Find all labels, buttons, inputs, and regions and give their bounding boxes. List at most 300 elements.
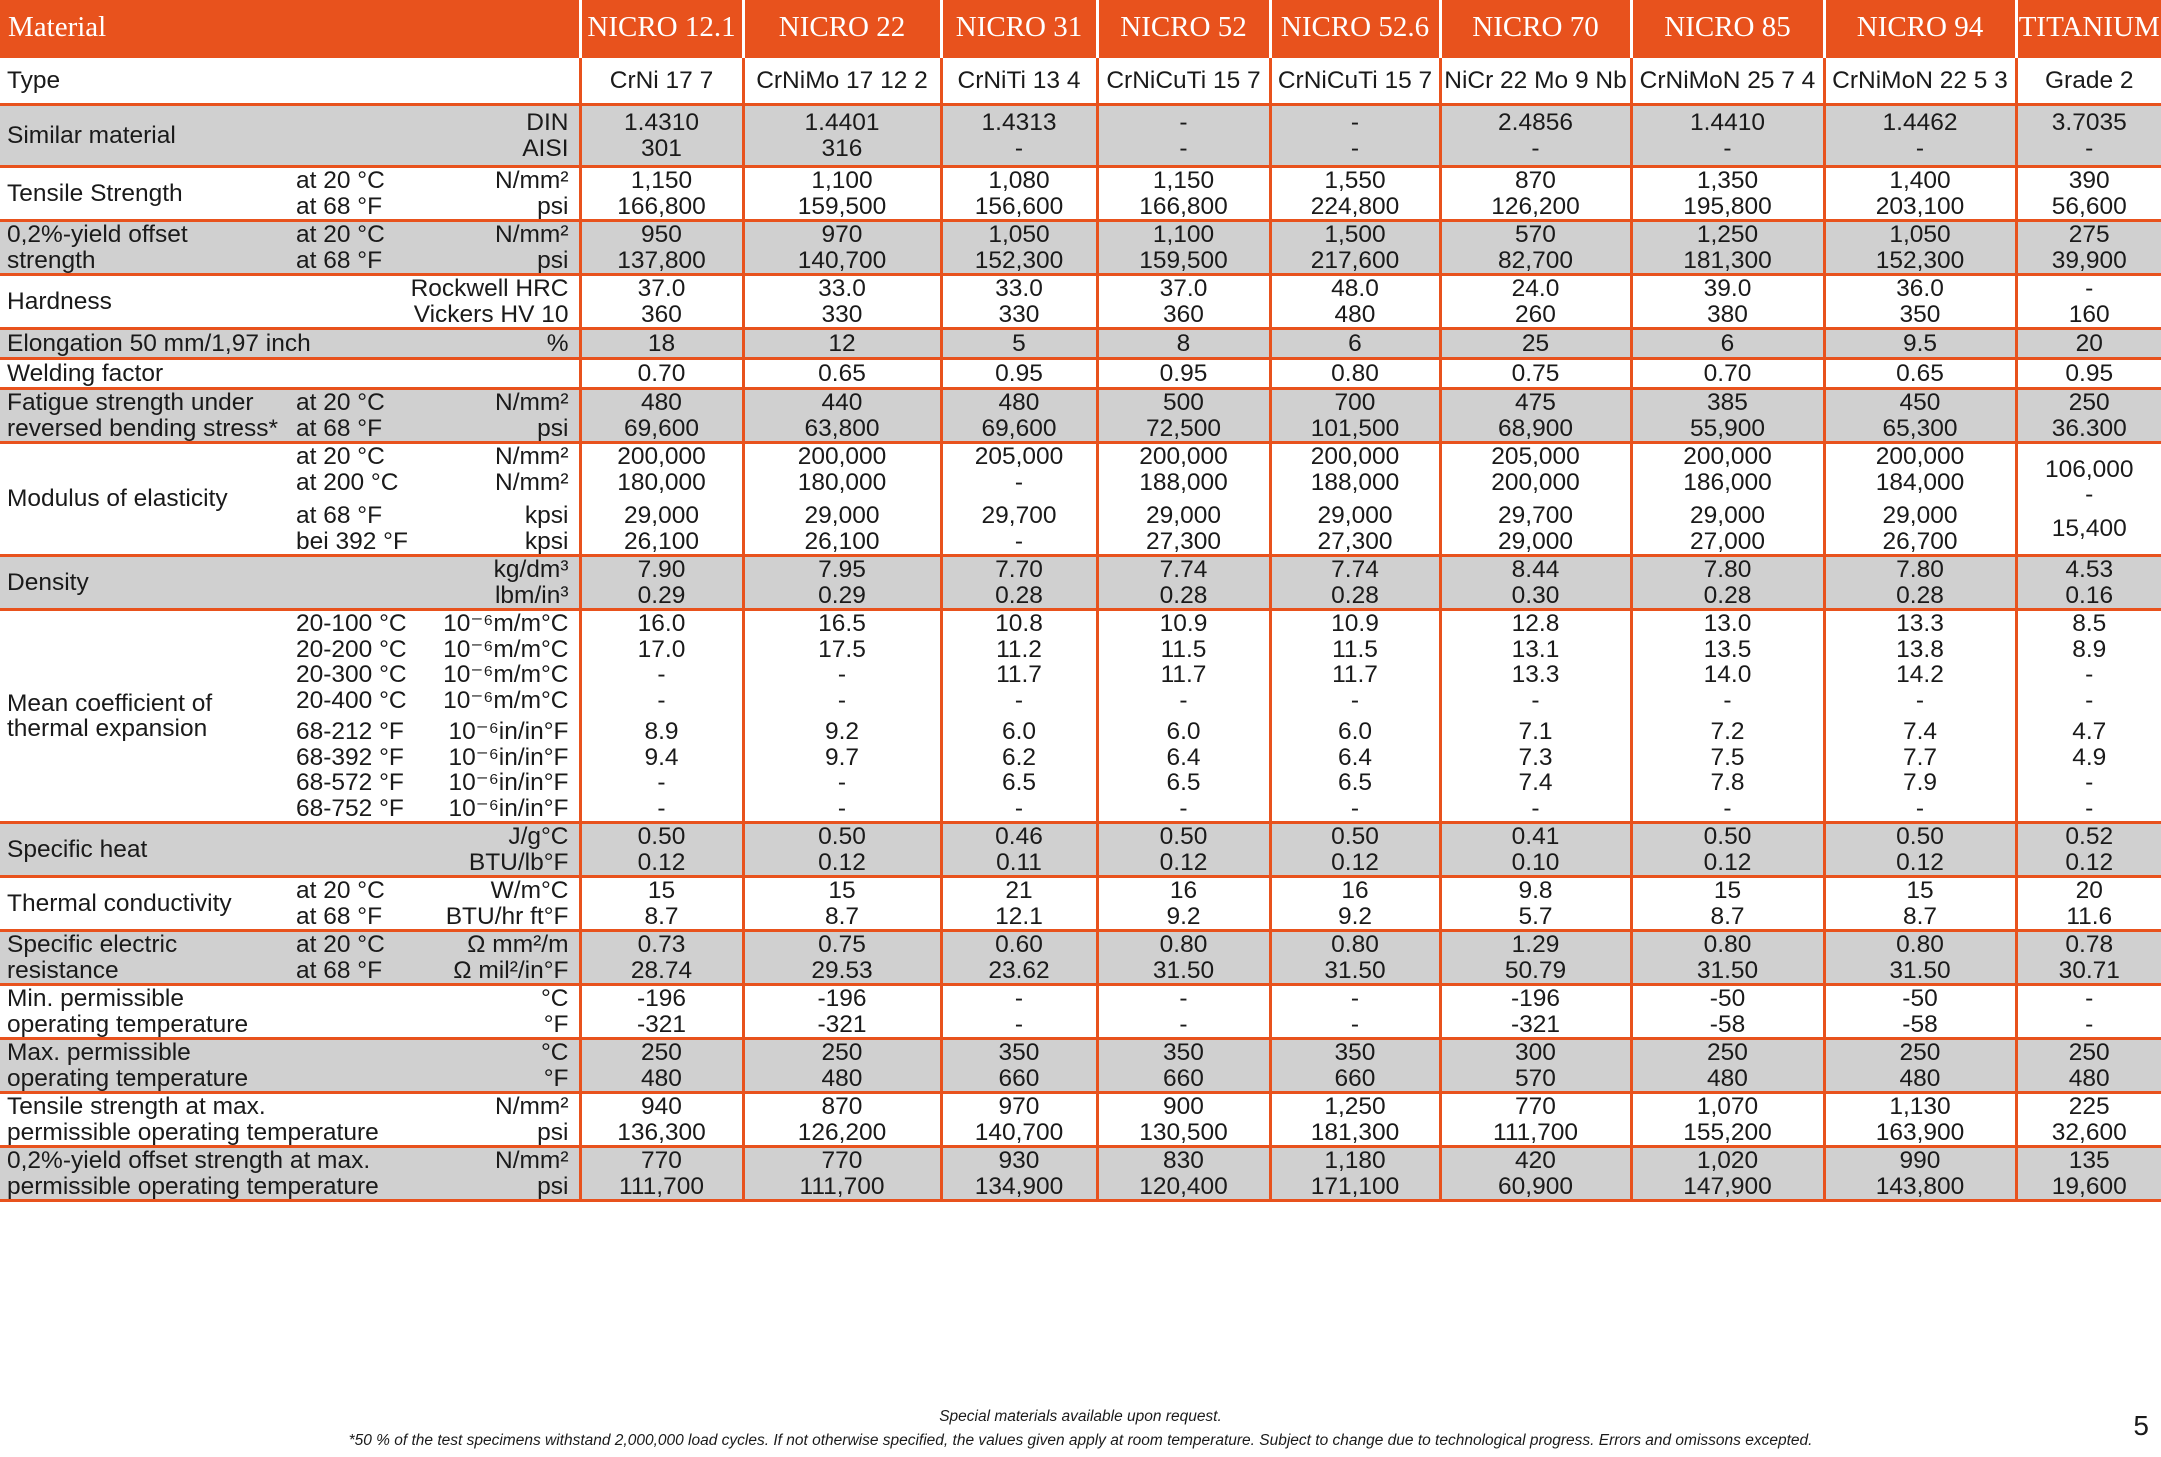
cell-value: 10.9 (1159, 610, 1208, 637)
value-cell (1631, 221, 1824, 275)
value-cell (1270, 931, 1440, 985)
cell-value: 360 (1163, 300, 1204, 328)
cell-value: -58 (1902, 1010, 1938, 1038)
cell-value: - (1179, 985, 1188, 1012)
row-label-cell (0, 359, 580, 389)
cell-value: - (1350, 985, 1360, 1012)
row-unit: N/mm² (495, 221, 569, 248)
cell-value: 9.2 (1166, 902, 1201, 930)
cell-value: 29,000 (1498, 527, 1573, 555)
value-cell (1824, 389, 2016, 443)
cell-value: -321 (1510, 1010, 1561, 1038)
value-cell (1097, 985, 1270, 1039)
row-unit: N/mm² (495, 167, 569, 194)
cell-value: 7.9 (1902, 769, 1938, 796)
value-cell (1824, 1093, 2016, 1147)
row-unit: N/mm² (495, 1147, 569, 1174)
cell-value: 65,300 (1882, 414, 1958, 442)
cell-value: 184,000 (1875, 468, 1965, 496)
cell-value: 171,100 (1310, 1172, 1400, 1200)
row-label: operating temperature (7, 1010, 249, 1038)
value-cell (1631, 275, 1824, 329)
cell-value: 1,050 (1889, 221, 1951, 248)
cell-value: 0.73 (637, 931, 686, 958)
value-cell (1097, 105, 1270, 167)
value-cell (1270, 443, 1440, 556)
cell-value: - (1531, 686, 1540, 714)
value-cell (941, 877, 1097, 931)
cell-value: 1,020 (1696, 1147, 1759, 1174)
cell-value: 0.50 (637, 823, 686, 850)
cell-value: 29,000 (1690, 502, 1765, 529)
cell-value: - (837, 686, 847, 714)
value-cell (1631, 1147, 1824, 1201)
cell-value: 0.95 (1159, 359, 1208, 387)
row-condition: bei 392 °F (296, 527, 408, 555)
value-cell (580, 389, 743, 443)
cell-value: 0.12 (1703, 848, 1752, 876)
row-label: Type (7, 66, 61, 94)
cell-value: 0.80 (1331, 359, 1379, 387)
cell-value: 480 (641, 1064, 682, 1092)
cell-value: - (1179, 686, 1188, 714)
row-label: Welding factor (7, 359, 164, 387)
cell-value: - (2085, 686, 2094, 714)
row-unit: 10⁻⁶in/in°F (448, 794, 569, 822)
row-label: Elongation 50 mm/1,97 inch (7, 329, 311, 357)
cell-value: 6.4 (1166, 743, 1201, 771)
cell-value: 1,100 (1152, 221, 1215, 248)
cell-value: 11.7 (996, 661, 1042, 688)
cell-value: 660 (1334, 1064, 1376, 1092)
value-cell (1270, 359, 1440, 389)
cell-value: 13.5 (1703, 635, 1752, 663)
value-cell (1631, 823, 1824, 877)
row-unit: °C (541, 985, 569, 1012)
cell-value: 385 (1707, 389, 1748, 416)
value-cell (1824, 167, 2016, 221)
value-cell (941, 823, 1097, 877)
cell-value: 39,900 (2051, 246, 2127, 274)
row-condition: at 20 °C (296, 389, 385, 416)
value-cell (1270, 1147, 1440, 1201)
row-condition: at 68 °F (296, 414, 383, 442)
cell-value: 29,700 (1498, 502, 1573, 529)
cell-value: 137,800 (617, 246, 706, 274)
cell-value: 16.0 (637, 610, 686, 637)
cell-value: 155,200 (1683, 1118, 1772, 1146)
cell-value: 0.12 (1331, 848, 1379, 876)
row-label-cell (0, 1147, 580, 1201)
cell-value: 5.7 (1518, 902, 1553, 930)
cell-value: 13.3 (1896, 610, 1944, 637)
cell-value: - (657, 794, 666, 822)
table-row (0, 443, 2161, 556)
cell-value: 29,000 (1146, 502, 1221, 529)
cell-value: 9.7 (824, 743, 860, 771)
value-cell (1440, 359, 1631, 389)
cell-value: 12.1 (995, 902, 1043, 930)
cell-value: - (657, 661, 666, 688)
value-cell (2016, 105, 2161, 167)
cell-value: - (1350, 134, 1360, 162)
cell-value: 166,800 (617, 192, 706, 220)
cell-value: 0.70 (1703, 359, 1752, 387)
cell-value: 31.50 (1889, 956, 1951, 984)
cell-value: 250 (2068, 1039, 2110, 1066)
type-value-cell: CrNiMo 17 12 2 (743, 57, 941, 105)
cell-value: 0.95 (2065, 359, 2114, 387)
cell-value: 188,000 (1139, 468, 1228, 496)
value-cell (580, 823, 743, 877)
cell-value: 1,500 (1324, 221, 1386, 248)
cell-value: - (1915, 134, 1925, 162)
cell-value: 6.5 (1337, 769, 1373, 796)
row-label: operating temperature (7, 1064, 249, 1092)
row-label-cell (0, 556, 580, 610)
value-cell (1097, 167, 1270, 221)
value-cell (1824, 275, 2016, 329)
cell-value: - (2085, 769, 2094, 796)
cell-value: 10.8 (995, 610, 1043, 637)
value-cell (1270, 167, 1440, 221)
row-condition: 20-100 °C (296, 610, 407, 637)
row-label: Tensile Strength (7, 179, 183, 207)
value-cell (1440, 610, 1631, 823)
value-cell (1824, 105, 2016, 167)
row-unit: psi (537, 1118, 569, 1146)
value-cell (580, 105, 743, 167)
value-cell (1631, 167, 1824, 221)
value-cell (1097, 877, 1270, 931)
row-label: 0,2%-yield offset strength at max. (7, 1147, 371, 1174)
row-unit: psi (537, 414, 569, 442)
table-row (0, 275, 2161, 329)
cell-value: 200,000 (1491, 468, 1580, 496)
value-cell (1440, 985, 1631, 1039)
cell-value: 660 (998, 1064, 1040, 1092)
cell-value: 224,800 (1310, 192, 1400, 220)
value-cell (1440, 167, 1631, 221)
cell-value: 450 (1899, 389, 1941, 416)
cell-value: 6.0 (1337, 718, 1373, 745)
cell-value: 195,800 (1683, 192, 1772, 220)
value-cell (941, 389, 1097, 443)
cell-value: 7.70 (995, 556, 1043, 583)
value-cell (743, 359, 941, 389)
cell-value: 13.3 (1511, 661, 1560, 688)
column-header-material: Material (0, 0, 580, 57)
row-unit: 10⁻⁶in/in°F (448, 718, 569, 745)
value-cell (2016, 389, 2161, 443)
table-row (0, 167, 2161, 221)
row-unit: kpsi (524, 502, 569, 529)
cell-value: 33.0 (995, 275, 1043, 302)
page-number: 5 (2133, 1410, 2149, 1441)
cell-value: 33.0 (818, 275, 866, 302)
table-row (0, 877, 2161, 931)
cell-value: 8.44 (1511, 556, 1560, 583)
cell-value: 160 (2068, 300, 2110, 328)
column-header-nicro-85: NICRO 85 (1631, 0, 1824, 57)
value-cell (1631, 1093, 1824, 1147)
value-cell (941, 275, 1097, 329)
value-cell (941, 443, 1097, 556)
value-cell (743, 877, 941, 931)
row-label: Tensile strength at max. (7, 1093, 266, 1120)
cell-value: 0.12 (1159, 848, 1208, 876)
cell-value: 830 (1163, 1147, 1204, 1174)
cell-value: - (1531, 134, 1540, 162)
row-unit: 10⁻⁶m/m°C (443, 610, 569, 637)
cell-value: 126,200 (797, 1118, 887, 1146)
cell-value: 770 (821, 1147, 863, 1174)
cell-value: 300 (1515, 1039, 1556, 1066)
value-cell (2016, 877, 2161, 931)
type-value-cell: NiCr 22 Mo 9 Nb (1440, 57, 1631, 105)
cell-value: - (657, 769, 666, 796)
row-label: Mean coefficient of (7, 689, 213, 717)
cell-value: - (2085, 985, 2094, 1012)
cell-value: 480 (1707, 1064, 1748, 1092)
row-label: permissible operating temperature (7, 1118, 379, 1146)
cell-value: 15 (1906, 877, 1934, 904)
cell-value: 135 (2068, 1147, 2110, 1174)
row-condition: at 68 °F (296, 902, 383, 930)
cell-value: 7.4 (1518, 769, 1553, 796)
cell-value: 16 (1169, 877, 1198, 904)
cell-value: 6.0 (1001, 718, 1037, 745)
cell-value: 0.50 (818, 823, 866, 850)
cell-value: 37.0 (1159, 275, 1208, 302)
row-label-cell (0, 1093, 580, 1147)
table-row (0, 985, 2161, 1039)
cell-value: 0.30 (1511, 581, 1560, 609)
cell-value: - (837, 661, 847, 688)
cell-value: - (2085, 661, 2094, 688)
value-cell (580, 167, 743, 221)
cell-value: 8.7 (1710, 902, 1745, 930)
value-cell (743, 389, 941, 443)
value-cell (1097, 221, 1270, 275)
value-cell (1097, 931, 1270, 985)
cell-value: 390 (2068, 167, 2110, 194)
row-label: Modulus of elasticity (7, 485, 228, 513)
cell-value: 159,500 (797, 192, 887, 220)
cell-value: - (1014, 134, 1024, 162)
cell-value: 205,000 (1491, 443, 1580, 470)
cell-value: -196 (1510, 985, 1561, 1012)
value-cell (1270, 556, 1440, 610)
cell-value: 0.28 (1896, 581, 1944, 609)
row-label: Min. permissible (7, 985, 184, 1012)
row-unit: 10⁻⁶m/m°C (443, 661, 569, 688)
row-unit: AISI (522, 134, 569, 162)
table-row (0, 556, 2161, 610)
value-cell (941, 329, 1097, 359)
row-condition: at 68 °F (296, 956, 383, 984)
row-unit: lbm/in³ (494, 581, 569, 609)
row-label-cell (0, 1039, 580, 1093)
cell-value: 360 (641, 300, 682, 328)
cell-value: 20 (2075, 877, 2103, 904)
cell-value: 30.71 (2058, 956, 2120, 984)
value-cell (1824, 329, 2016, 359)
row-unit: J/g°C (508, 823, 569, 850)
cell-value: 6.2 (1001, 743, 1037, 771)
cell-value: 29,000 (1882, 502, 1958, 529)
cell-value: 1,130 (1889, 1093, 1951, 1120)
row-label-cell (0, 275, 580, 329)
row-unit: N/mm² (495, 1093, 569, 1120)
cell-value: 15 (647, 877, 676, 904)
cell-value: 7.4 (1902, 718, 1938, 745)
cell-value: 72,500 (1146, 414, 1221, 442)
cell-value: 250 (1899, 1039, 1941, 1066)
cell-value: 101,500 (1310, 414, 1400, 442)
cell-value: 7.7 (1902, 743, 1938, 771)
cell-value: 31.50 (1696, 956, 1759, 984)
cell-value: 8.5 (2072, 610, 2107, 637)
value-cell (1440, 1147, 1631, 1201)
row-unit: 10⁻⁶in/in°F (448, 769, 569, 796)
cell-value: 250 (641, 1039, 682, 1066)
cell-value: 29,000 (624, 502, 699, 529)
value-cell (1440, 389, 1631, 443)
cell-value: 8.9 (644, 718, 679, 745)
table-row (0, 389, 2161, 443)
value-cell (941, 105, 1097, 167)
cell-value: 0.95 (995, 359, 1043, 387)
cell-value: 1,080 (988, 167, 1050, 194)
cell-value: - (1014, 794, 1024, 822)
value-cell (1440, 443, 1631, 556)
cell-value: 8 (1176, 329, 1191, 357)
cell-value: - (1014, 985, 1024, 1012)
value-cell (1097, 275, 1270, 329)
cell-value: 260 (1515, 300, 1556, 328)
row-label-cell (0, 443, 580, 556)
row-label-cell (0, 877, 580, 931)
value-cell (1824, 359, 2016, 389)
cell-value: 940 (641, 1093, 682, 1120)
row-unit: % (546, 329, 569, 357)
row-unit: °F (543, 1010, 569, 1038)
value-cell (2016, 275, 2161, 329)
value-cell (1270, 105, 1440, 167)
cell-value: -321 (636, 1010, 687, 1038)
cell-value: 29,000 (1317, 502, 1393, 529)
cell-value: 23.62 (988, 956, 1050, 984)
row-unit: N/mm² (495, 443, 569, 470)
cell-value: 69,600 (981, 414, 1057, 442)
cell-value: 186,000 (1683, 468, 1772, 496)
table-row (0, 359, 2161, 389)
cell-value: - (1350, 1010, 1360, 1038)
cell-value: 0.28 (1331, 581, 1379, 609)
cell-value: 10.9 (1331, 610, 1379, 637)
row-condition: at 200 °C (296, 468, 399, 496)
value-cell (2016, 1093, 2161, 1147)
cell-value: 0.10 (1511, 848, 1560, 876)
row-condition: 20-300 °C (296, 661, 407, 688)
value-cell (1824, 1039, 2016, 1093)
cell-value: 1.4410 (1690, 109, 1765, 136)
table-row (0, 105, 2161, 167)
row-unit: W/m°C (490, 877, 569, 904)
row-unit: °C (541, 1039, 569, 1066)
type-value-cell: Grade 2 (2016, 57, 2161, 105)
header-row (0, 0, 2161, 57)
cell-value: 36.0 (1896, 275, 1944, 302)
value-cell (1631, 1039, 1824, 1093)
cell-value: 143,800 (1875, 1172, 1965, 1200)
cell-value: 7.90 (637, 556, 686, 583)
row-condition: 68-212 °F (296, 718, 404, 745)
value-cell (580, 931, 743, 985)
value-cell (2016, 610, 2161, 823)
cell-value: 24.0 (1511, 275, 1560, 302)
row-label-cell (0, 389, 580, 443)
cell-value: - (1014, 1010, 1024, 1038)
cell-value: -50 (1709, 985, 1746, 1012)
cell-value: 0.12 (818, 848, 866, 876)
value-cell (941, 221, 1097, 275)
cell-value: 136,300 (617, 1118, 706, 1146)
value-cell (1824, 877, 2016, 931)
cell-value: 27,300 (1317, 527, 1393, 555)
value-cell (743, 329, 941, 359)
cell-value: 16 (1341, 877, 1369, 904)
column-header-nicro-52: NICRO 52 (1097, 0, 1270, 57)
cell-value: 1,100 (811, 167, 873, 194)
value-cell (1097, 556, 1270, 610)
row-condition: 68-752 °F (296, 794, 404, 822)
cell-value: 1,150 (630, 167, 693, 194)
cell-value: 350 (1899, 300, 1941, 328)
table-row (0, 931, 2161, 985)
cell-value: - (1350, 794, 1360, 822)
value-cell (941, 1039, 1097, 1093)
cell-value: - (1014, 686, 1024, 714)
row-label: permissible operating temperature (7, 1172, 379, 1200)
cell-value: 147,900 (1683, 1172, 1772, 1200)
row-label-cell (0, 610, 580, 823)
cell-value: 7.5 (1710, 743, 1745, 771)
cell-value: 970 (998, 1093, 1040, 1120)
cell-value: - (1723, 134, 1732, 162)
cell-value: 15,400 (2051, 514, 2127, 542)
value-cell (1824, 931, 2016, 985)
column-header-nicro-22: NICRO 22 (743, 0, 941, 57)
value-cell (580, 610, 743, 823)
cell-value: 28.74 (630, 956, 693, 984)
cell-value: -50 (1902, 985, 1938, 1012)
cell-value: 0.28 (995, 581, 1043, 609)
cell-value: 0.12 (2065, 848, 2114, 876)
value-cell (1097, 359, 1270, 389)
cell-value: - (1915, 686, 1925, 714)
cell-value: 9.8 (1518, 877, 1553, 904)
row-label-cell (0, 931, 580, 985)
cell-value: 0.80 (1703, 931, 1752, 958)
cell-value: 60,900 (1498, 1172, 1573, 1200)
cell-value: 7.80 (1703, 556, 1752, 583)
cell-value: 203,100 (1875, 192, 1965, 220)
cell-value: 32,600 (2051, 1118, 2127, 1146)
cell-value: 11.7 (1332, 661, 1378, 688)
row-condition: 20-200 °C (296, 635, 407, 663)
